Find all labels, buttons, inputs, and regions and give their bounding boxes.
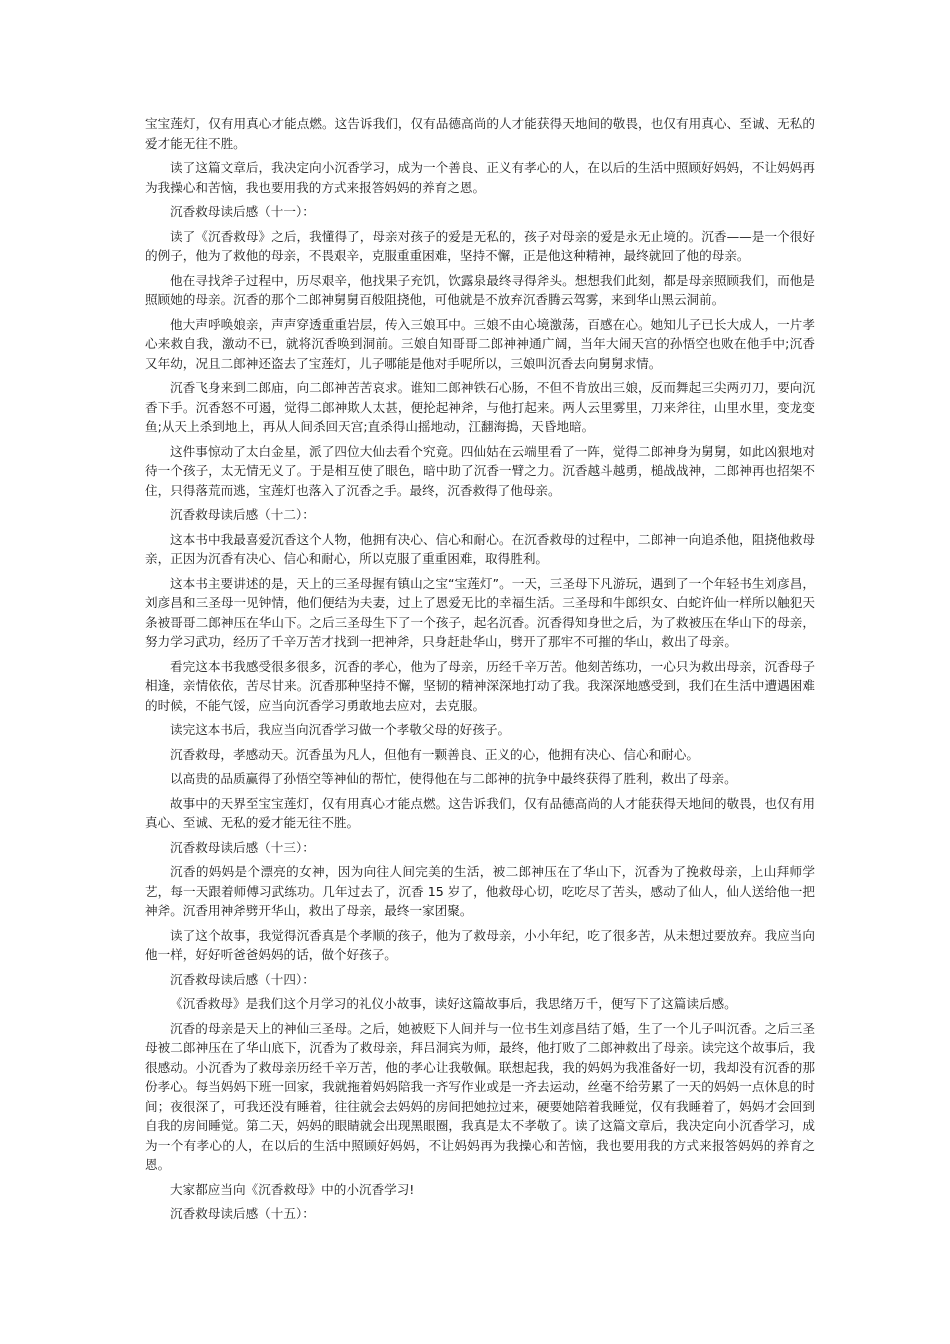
paragraph: 沉香的妈妈是个漂亮的女神，因为向往人间完美的生活，被二郎神压在了华山下，沉香为了挽救母亲，上山拜师学艺，每一天跟着师傅习武练功。几年过去了，沉香 15 岁了，他救母心切，吃吃尽了苦头，感动了仙人，仙人送给他一把神斧。沉香用神斧劈开华山，救出了母亲，最终一家团聚。 — [145, 864, 815, 918]
paragraph: 读完这本书后，我应当向沉香学习做一个孝敬父母的好孩子。 — [170, 722, 511, 737]
paragraph: 故事中的天界至宝宝莲灯，仅有用真心才能点燃。这告诉我们，仅有品德高尚的人才能获得天地间的敬畏，也仅有用真心、至诚、无私的爱才能无往不胜。 — [145, 795, 815, 830]
paragraph: 《沉香救母》是我们这个月学习的礼仪小故事，读好这篇故事后，我思绪万千，便写下了这篇读后感。 — [170, 996, 737, 1011]
section-heading: 沉香救母读后感（十三）： — [170, 839, 315, 855]
paragraph: 以高贵的品质赢得了孙悟空等神仙的帮忙，使得他在与二郎神的抗争中最终获得了胜利，救出了母亲。 — [170, 771, 737, 786]
paragraph: 这本书中我最喜爱沉香这个人物，他拥有决心、信心和耐心。在沉香救母的过程中，二郎神一向追杀他，阻挠他救母亲，正因为沉香有决心、信心和耐心，所以克服了重重困难，取得胜利。 — [145, 531, 815, 566]
section-heading: 沉香救母读后感（十四）： — [170, 971, 315, 987]
paragraph: 看完这本书我感受很多很多，沉香的孝心，他为了母亲，历经千辛万苦。他刻苦练功，一心只为救出母亲，沉香母子相逢，亲情依依，苦尽甘来。沉香那种坚持不懈，坚韧的精神深深地打动了我。我深深地感受到，我们在生活中遭遇困难的时候，不能气馁，应当向沉香学习勇敢地去应对，去克服。 — [145, 658, 815, 713]
paragraph: 读了这个故事，我觉得沉香真是个孝顺的孩子，他为了救母亲，小小年纪，吃了很多苦，从未想过要放弃。我应当向他一样，好好听爸爸妈妈的话，做个好孩子。 — [145, 927, 815, 962]
paragraph: 读了这篇文章后，我决定向小沉香学习，成为一个善良、正义有孝心的人，在以后的生活中照顾好妈妈，不让妈妈再为我操心和苦恼，我也要用我的方式来报答妈妈的养育之恩。 — [145, 160, 815, 195]
document-page — [145, 114, 815, 1229]
paragraph: 他在寻找斧子过程中，历尽艰辛，他找果子充饥，饮露泉最终寻得斧头。想想我们此刻，都是母亲照顾我们，而他是照顾她的母亲。沉香的那个二郎神舅舅百般阻挠他，可他就是不放弃沉香腾云驾雾，来到华山黑云洞前。 — [145, 272, 815, 307]
paragraph: 沉香的母亲是天上的神仙三圣母。之后，她被贬下人间并与一位书生刘彦昌结了婚，生了一个儿子叫沉香。之后三圣母被二郎神压在了华山底下，沉香为了救母亲，拜吕洞宾为师，最终，他打败了二郎神救出了母亲。读完这个故事后，我很感动。小沉香为了救母亲历经千辛万苦，他的孝心让我敬佩。联想起我，我的妈妈为我准备好一切，我却没有沉香的那份孝心。每当妈妈下班一回家，我就拖着妈妈陪我一齐写作业或是一齐去运动，丝毫不给劳累了一天的妈妈一点休息的时间；夜很深了，可我还没有睡着，往往就会去妈妈的房间把她拉过来，硬要她陪着我睡觉，仅有我睡着了，妈妈才会回到自我的房间睡觉。第二天，妈妈的眼睛就会出现黑眼圈，我真是太不孝敬了。读了这篇文章后，我决定向小沉香学习，成为一个有孝心的人，在以后的生活中照顾好妈妈，不让妈妈再为我操心和苦恼，我也要用我的方式来报答妈妈的养育之恩。 — [145, 1020, 815, 1172]
paragraph: 他大声呼唤娘亲，声声穿透重重岩层，传入三娘耳中。三娘不由心境激荡，百感在心。她知儿子已长大成人，一片孝心来救自我，激动不已，就将沉香唤到洞前。三娘自知哥哥二郎神神通广阔，当年大闹天宫的孙悟空也败在他手中;沉香又年幼，况且二郎神还盗去了宝莲灯，儿子哪能是他对手呢所以，三娘叫沉香去向舅舅求情。 — [145, 316, 815, 371]
paragraph: 这本书主要讲述的是，天上的三圣母握有镇山之宝“宝莲灯”。一天，三圣母下凡游玩，遇到了一个年轻书生刘彦昌，刘彦昌和三圣母一见钟情，他们便结为夫妻，过上了恩爱无比的幸福生活。三圣母和牛郎织女、白蛇许仙一样所以触犯天条被哥哥二郎神压在华山下。之后三圣母生下了一个孩子，起名沉香。沉香得知身世之后，为了救被压在华山下的母亲，努力学习武功，经历了千辛万苦才找到一把神斧，只身赶赴华山，劈开了那牢不可摧的华山，救出了母亲。 — [145, 575, 815, 649]
paragraph: 大家都应当向《沉香救母》中的小沉香学习! — [170, 1181, 415, 1197]
paragraph: 沉香飞身来到二郎庙，向二郎神苦苦哀求。谁知二郎神铁石心肠，不但不肯放出三娘，反而舞起三尖两刃刀，要向沉香下手。沉香怒不可遏，觉得二郎神欺人太甚，便抡起神斧，与他打起来。两人云里雾里，刀来斧往，山里水里，变龙变鱼;从天上杀到地上，再从人间杀回天宫;直杀得山摇地动，江翻海搗，天昏地暗。 — [145, 380, 815, 434]
section-heading: 沉香救母读后感（十五）： — [170, 1206, 315, 1221]
paragraph: 宝宝莲灯，仅有用真心才能点燃。这告诉我们，仅有品德高尚的人才能获得天地间的敬畏，也仅有用真心、至诚、无私的爱才能无往不胜。 — [145, 116, 815, 151]
paragraph: 这件事惊动了太白金星，派了四位大仙去看个究竟。四仙姑在云端里看了一阵，觉得二郎神身为舅舅，如此凶狠地对待一个孩子，太无情无义了。于是相互使了眼色，暗中助了沉香一臂之力。沉香越斗越勇，槌战战神，二郎神再也招架不住，只得落荒而逃，宝莲灯也落入了沉香之手。最终，沉香救得了他母亲。 — [145, 443, 815, 498]
paragraph: 沉香救母，孝感动天。沉香虽为凡人，但他有一颗善良、正义的心，他拥有决心、信心和耐心。 — [170, 746, 699, 762]
section-heading: 沉香救母读后感（十一）： — [170, 204, 315, 219]
paragraph: 读了《沉香救母》之后，我懂得了，母亲对孩子的爱是无私的，孩子对母亲的爱是永无止境的。沉香——是一个很好的例子，他为了救他的母亲，不畏艰辛，克服重重困难，坚持不懈，正是他这种精神，最终就回了他的母亲。 — [145, 228, 815, 263]
section-heading: 沉香救母读后感（十二）： — [170, 507, 315, 522]
